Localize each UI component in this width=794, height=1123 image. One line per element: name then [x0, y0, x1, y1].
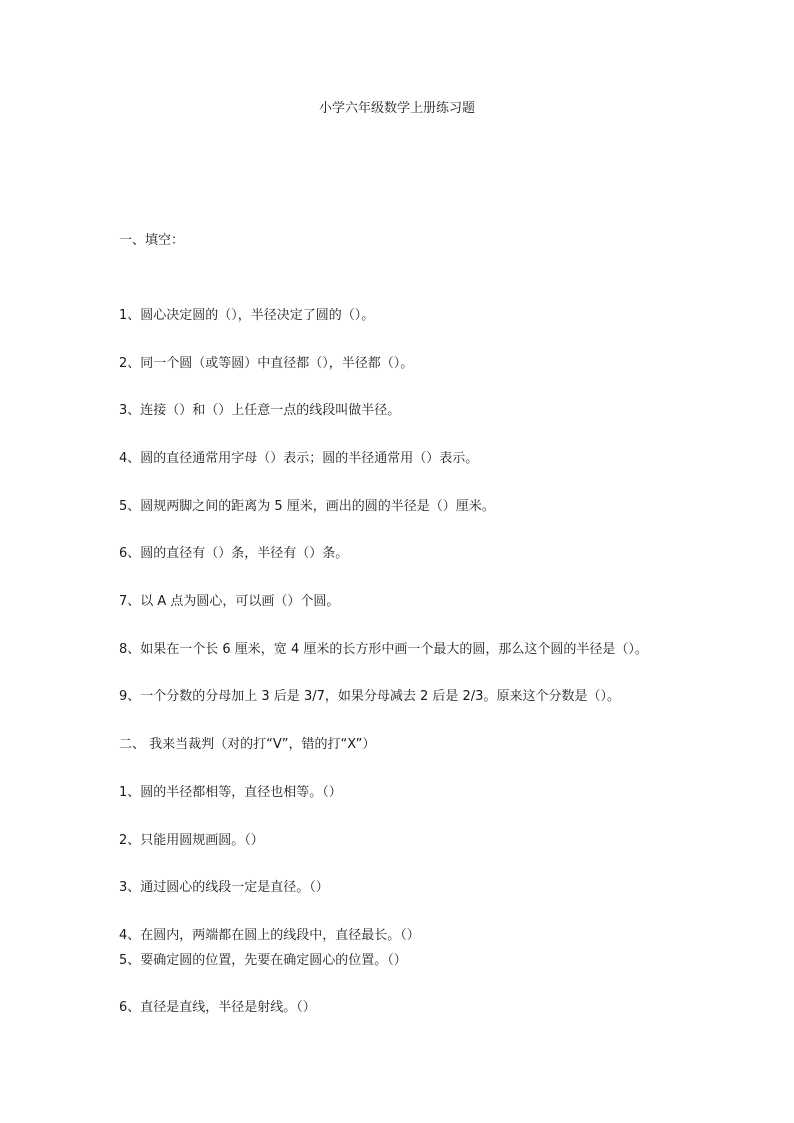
fill-blank-question-1: 1、圆心决定圆的（），半径决定了圆的（）。	[119, 308, 375, 323]
fill-blank-question-3: 3、连接（）和（）上任意一点的线段叫做半径。	[119, 403, 401, 418]
true-false-question-4: 4、在圆内，两端都在圆上的线段中，直径最长。（）	[119, 928, 420, 943]
page-title: 小学六年级数学上册练习题	[318, 101, 475, 116]
section-1-heading: 一、填空：	[119, 233, 185, 248]
fill-blank-question-6: 6、圆的直径有（）条，半径有（）条。	[119, 546, 349, 561]
fill-blank-question-8: 8、如果在一个长 6 厘米，宽 4 厘米的长方形中画一个最大的圆，那么这个圆的半径是（）。	[119, 642, 648, 657]
true-false-question-6: 6、直径是直线，半径是射线。（）	[119, 1000, 316, 1015]
fill-blank-question-9: 9、一个分数的分母加上 3 后是 3/7，如果分母减去 2 后是 2/3。原来这个分数是（）。	[119, 689, 620, 704]
true-false-question-5: 5、要确定圆的位置，先要在确定圆心的位置。（）	[119, 953, 407, 968]
fill-blank-question-5: 5、圆规两脚之间的距离为 5 厘米，画出的圆的半径是（）厘米。	[119, 499, 495, 514]
section-2-heading: 二、 我来当裁判（对的打“V”，错的打“X”）	[119, 737, 376, 752]
true-false-question-3: 3、通过圆心的线段一定是直径。（）	[119, 880, 329, 895]
fill-blank-question-4: 4、圆的直径通常用字母（）表示；圆的半径通常用（）表示。	[119, 451, 479, 466]
true-false-question-2: 2、只能用圆规画圆。（）	[119, 833, 264, 848]
fill-blank-question-2: 2、同一个圆（或等圆）中直径都（），半径都（）。	[119, 356, 414, 371]
true-false-question-1: 1、圆的半径都相等，直径也相等。（）	[119, 785, 342, 800]
fill-blank-question-7: 7、以 A 点为圆心，可以画（）个圆。	[119, 594, 340, 609]
